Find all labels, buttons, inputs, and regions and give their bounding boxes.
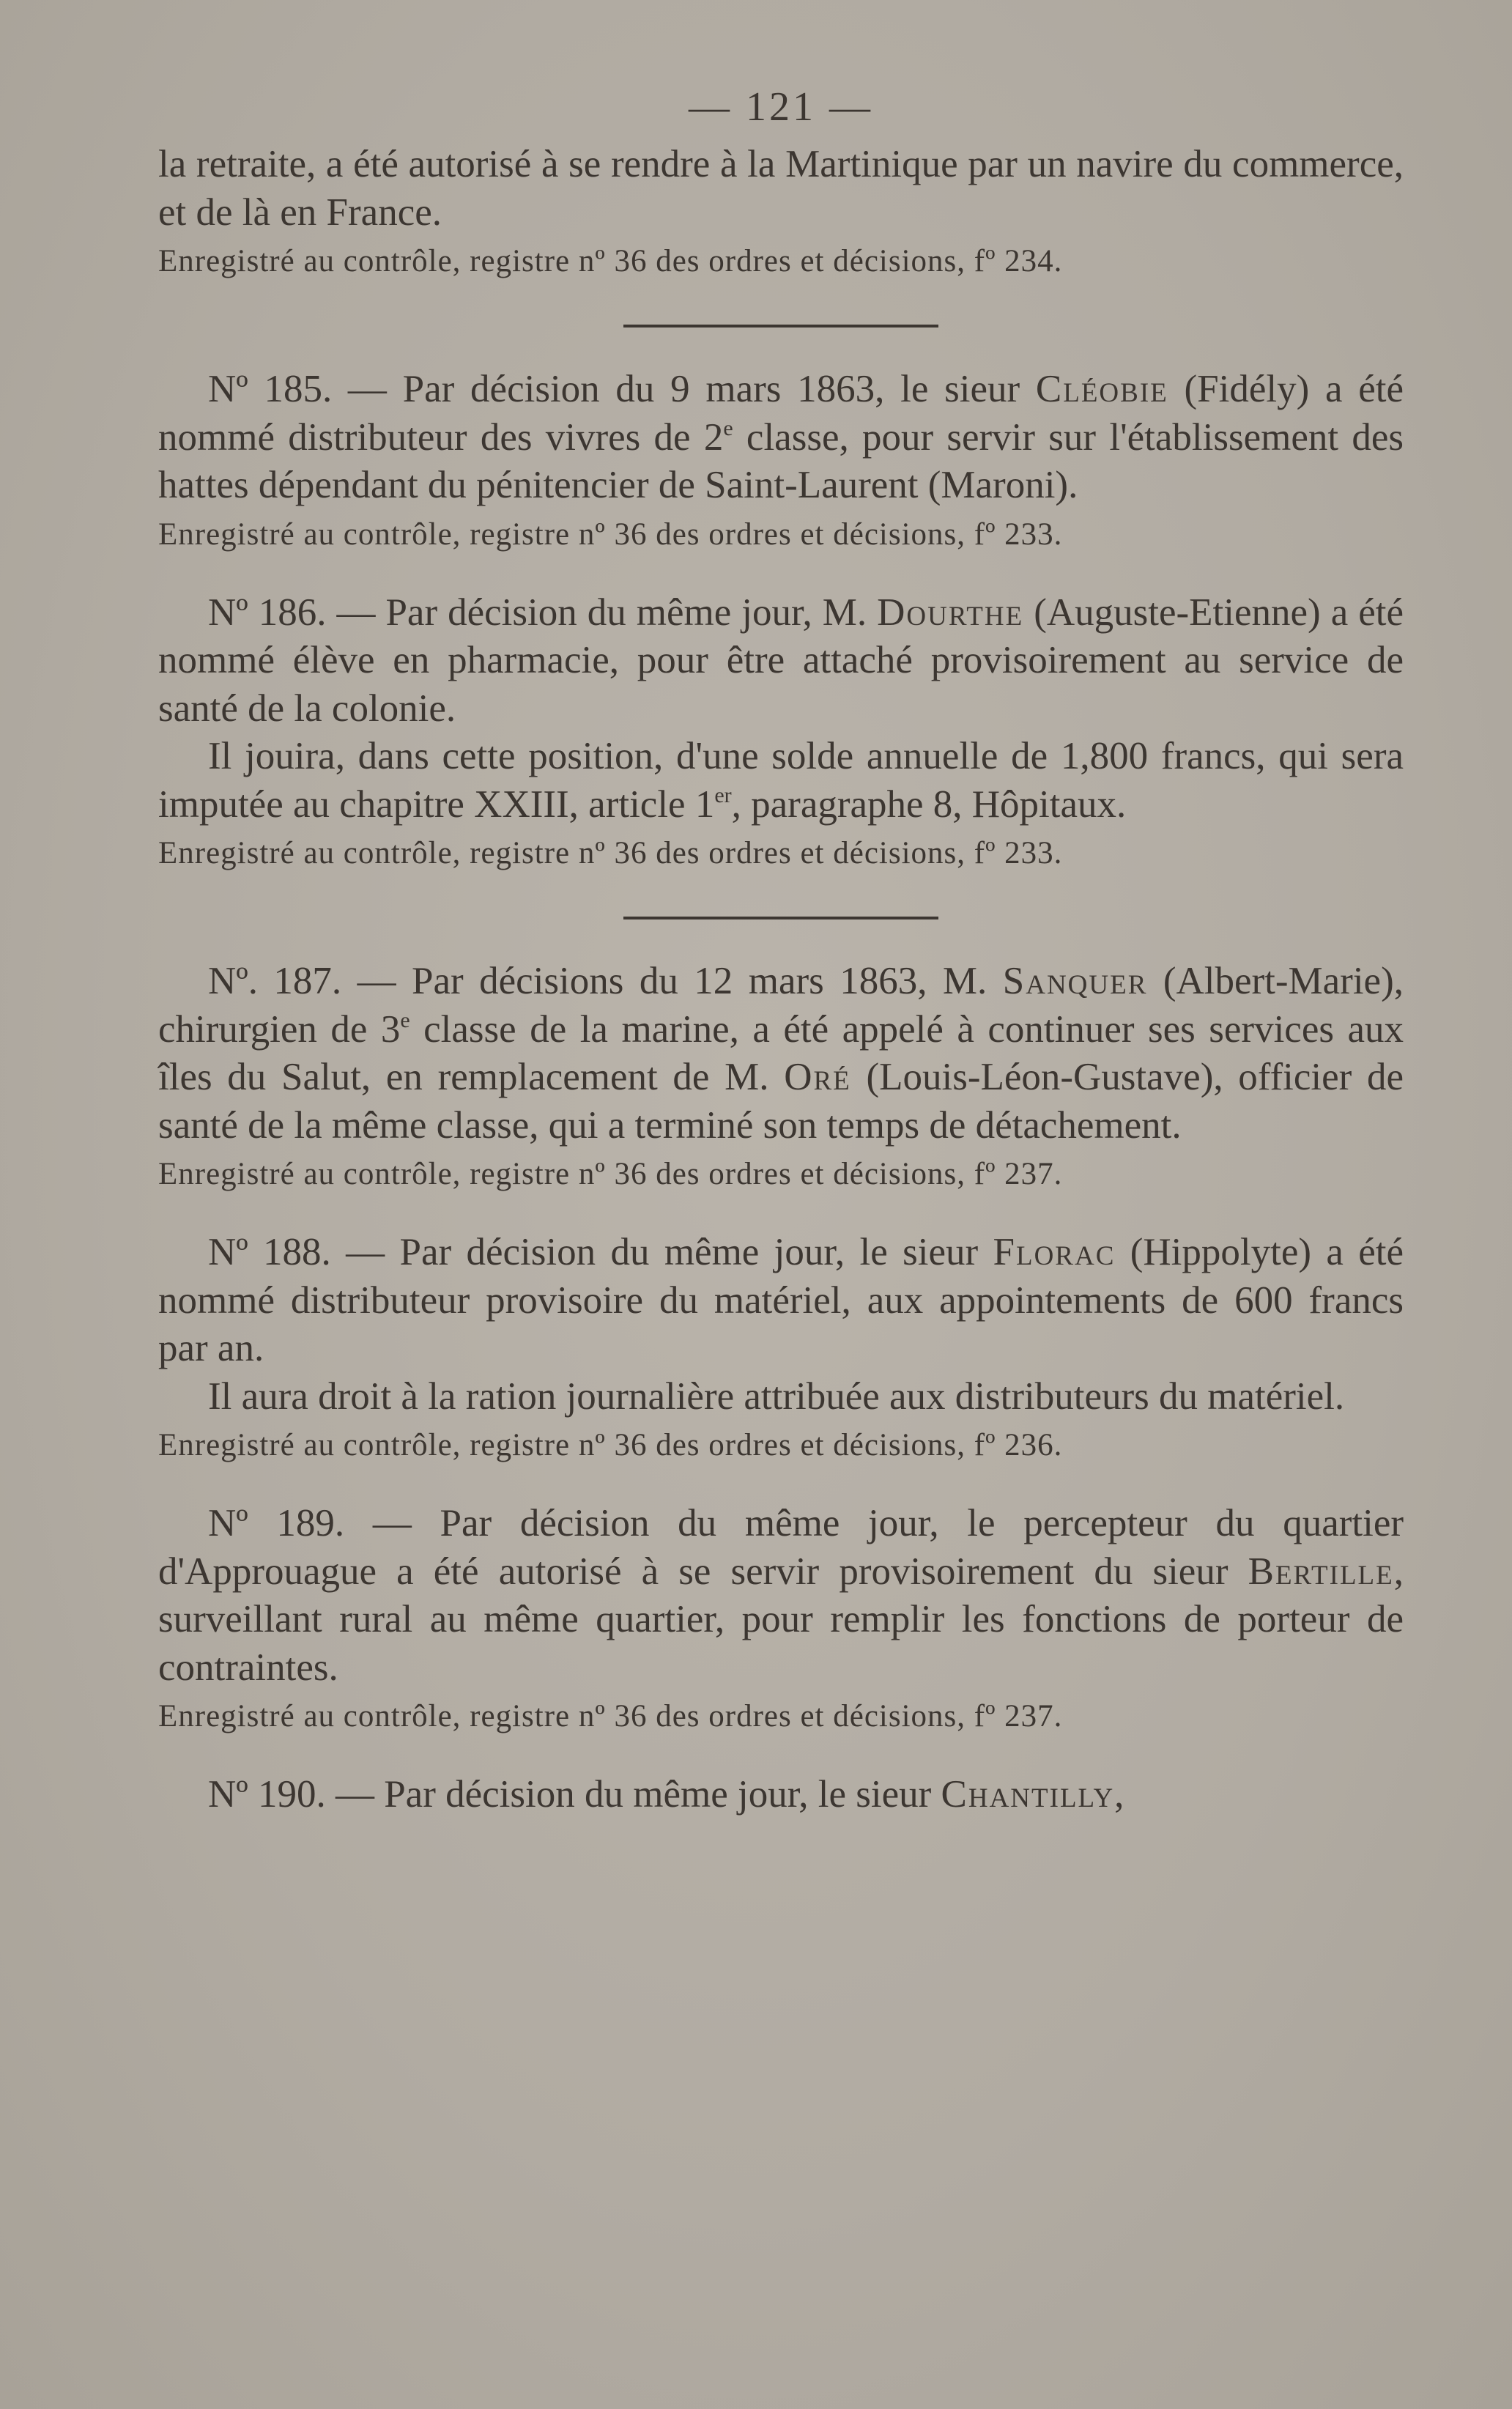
entry-body: (Fidély) a été nommé distributeur des vivres de 2	[158, 368, 1404, 459]
registry-note: Enregistré au contrôle, registre nº 36 des ordres et décisions, fº 233.	[158, 517, 1063, 552]
person-name: Cléobie	[1035, 368, 1168, 410]
registry-note: Enregistré au contrôle, registre nº 36 des ordres et décisions, fº 233.	[158, 836, 1063, 870]
entry-text	[158, 366, 1404, 510]
entry-text	[158, 1229, 1404, 1373]
spacer	[158, 1737, 1404, 1771]
spacer	[158, 1195, 1404, 1229]
registry-note: Enregistré au contrôle, registre nº 36 des ordres et décisions, fº 237.	[158, 1699, 1063, 1733]
entry-body: ,	[1114, 1773, 1124, 1816]
entry-185	[158, 366, 1404, 555]
entry-body: (Hippolyte) a été nommé distributeur provisoire du matériel, aux appointements de 600 francs par an.	[158, 1231, 1404, 1369]
entry-lead: Nº 189. — Par décision du même jour, le percepteur du quartier d'Approuague a été autorisé à se servir provisoirement du sieur	[158, 1502, 1404, 1593]
entry-body: , surveillant rural au même quartier, pour remplir les fonctions de porteur de contraintes.	[158, 1550, 1404, 1689]
entry-mid: classe de la marine, a été appelé à continuer ses services aux îles du Salut, en remplacement de M.	[158, 1007, 1404, 1098]
paragraph-text: Il jouira, dans cette position, d'une solde annuelle de 1,800 francs, qui sera imputée au chapitre XXIII, article 1	[158, 735, 1404, 826]
entry-text	[158, 589, 1404, 733]
registry-note: Enregistré au contrôle, registre nº 36 des ordres et décisions, fº 236.	[158, 1428, 1063, 1462]
entry-lead: Nº 188. — Par décision du même jour, le sieur	[208, 1231, 993, 1273]
entry-lead: Nº. 187. — Par décisions du 12 mars 1863, M.	[208, 960, 1003, 1002]
entry-tail: (Louis-Léon-Gustave), officier de santé de la même classe, qui a terminé son temps de détachement.	[158, 1056, 1404, 1147]
entry-187	[158, 958, 1404, 1195]
entry-body: (Auguste-Etienne) a été nommé élève en pharmacie, pour être attaché provisoirement au service de santé de la colonie.	[158, 591, 1404, 730]
person-name: Sanquer	[1002, 960, 1148, 1002]
intro-entry	[158, 141, 1404, 282]
entry-body: (Albert-Marie), chirurgien de 3	[158, 960, 1404, 1051]
entry-text	[158, 1771, 1404, 1819]
entry-text	[158, 958, 1404, 1150]
entry-paragraph-2	[158, 733, 1404, 829]
paragraph-tail: , paragraphe 8, Hôpitaux.	[731, 782, 1127, 826]
intro-text: la retraite, a été autorisé à se rendre à la Martinique par un navire du commerce, et de là en France.	[158, 143, 1404, 234]
superscript: e	[400, 1007, 410, 1032]
entry-tail: classe, pour servir sur l'établissement des hattes dépendant du pénitencier de Saint-Laurent (Maroni).	[158, 415, 1404, 506]
person-name: Dourthe	[877, 591, 1024, 634]
entry-189	[158, 1500, 1404, 1737]
spacer	[158, 555, 1404, 589]
entry-186	[158, 589, 1404, 875]
entry-lead: Nº 186. — Par décision du même jour, M.	[208, 591, 878, 634]
spacer	[158, 1466, 1404, 1500]
person-name: Bertille	[1248, 1550, 1394, 1593]
entry-190	[158, 1771, 1404, 1819]
entry-lead: Nº 185. — Par décision du 9 mars 1863, le sieur	[208, 368, 1036, 410]
superscript: er	[714, 782, 732, 807]
superscript: e	[723, 415, 733, 440]
person-name: Florac	[993, 1231, 1116, 1273]
person-name-2: Oré	[784, 1056, 851, 1098]
entry-text	[158, 1500, 1404, 1692]
page-content	[158, 73, 1404, 1819]
registry-note: Enregistré au contrôle, registre nº 36 des ordres et décisions, fº 237.	[158, 1157, 1063, 1191]
person-name: Chantilly	[941, 1773, 1115, 1816]
entry-paragraph-2: Il aura droit à la ration journalière attribuée aux distributeurs du matériel.	[208, 1374, 1345, 1418]
page-number: — 121 —	[689, 84, 873, 130]
entry-lead: Nº 190. — Par décision du même jour, le sieur	[208, 1773, 941, 1816]
registry-note: Enregistré au contrôle, registre nº 36 des ordres et décisions, fº 234.	[158, 244, 1063, 278]
section-divider	[623, 917, 938, 919]
entry-188	[158, 1229, 1404, 1466]
section-divider	[623, 325, 938, 328]
